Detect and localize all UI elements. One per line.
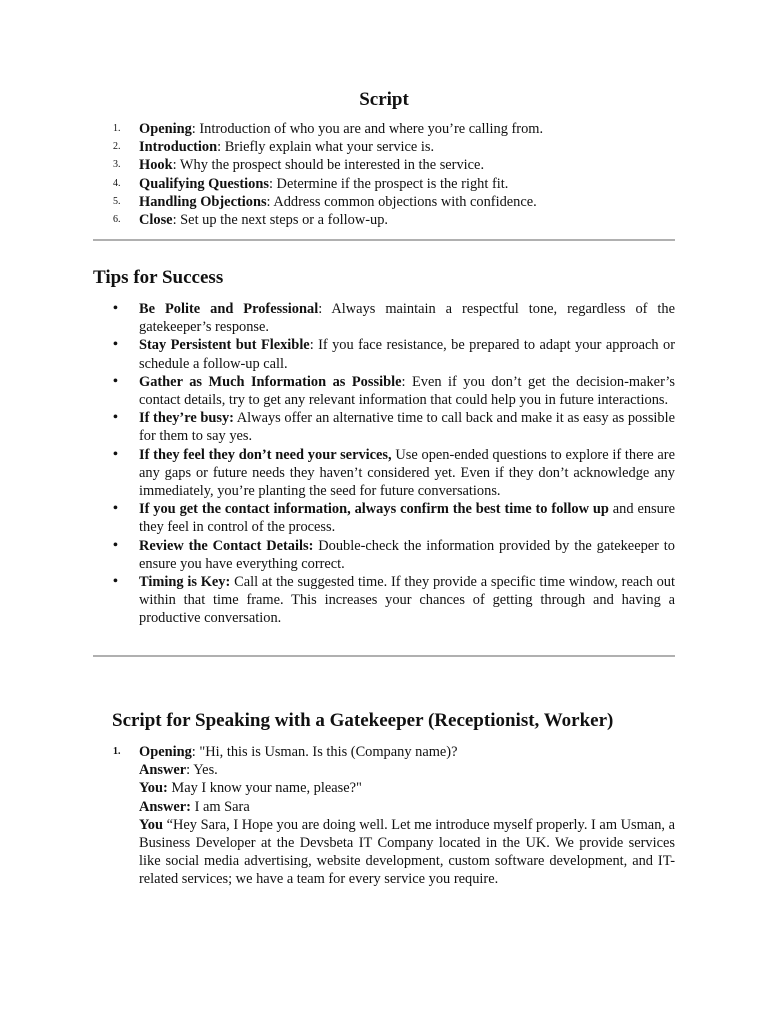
dialogue-text: I am Sara — [190, 798, 250, 815]
list-item — [113, 500, 675, 536]
list-item — [113, 743, 675, 889]
list-item — [113, 409, 675, 445]
item-term: Introduction — [139, 139, 218, 156]
item-term: If they’re busy: — [139, 410, 234, 427]
bullet-icon: • — [113, 337, 118, 353]
list-number: 1. — [113, 123, 121, 134]
item-term: Review the Contact Details: — [139, 537, 314, 554]
bullet-icon: • — [113, 301, 118, 316]
list-item — [113, 446, 675, 501]
dialogue-text: : "Hi, this is Usman. Is this (Company name)? — [191, 744, 458, 760]
speaker-label: Answer — [139, 762, 187, 779]
item-term: If they feel they don’t need your services, — [139, 446, 392, 463]
item-text: : Set up the next steps or a follow-up. — [172, 212, 389, 229]
tips-heading: Tips for Success — [93, 267, 224, 288]
item-term: Stay Persistent but Flexible — [139, 337, 310, 354]
item-text: and ensure they feel in control of the process. — [139, 501, 675, 536]
speaker-label: You — [139, 816, 163, 833]
item-text: Call at the suggested time. If they provide a specific time window, reach out within that time frame. This increases your chances of getting through and having a productive conversation. — [139, 574, 675, 627]
list-item — [113, 193, 675, 211]
gatekeeper-heading: Script for Speaking with a Gatekeeper (Receptionist, Worker) — [112, 710, 614, 731]
dialogue-line — [139, 798, 675, 816]
list-number: 6. — [113, 214, 121, 226]
list-item — [113, 300, 676, 336]
list-item — [113, 156, 675, 174]
item-text: Double-check the information provided by the gatekeeper to ensure you have everything correct. — [139, 537, 675, 572]
script-steps-list — [113, 120, 675, 229]
list-item — [113, 537, 675, 573]
item-term: Handling Objections — [139, 193, 267, 210]
bullet-icon: • — [113, 410, 118, 426]
item-text: : Introduction of who you are and where you’re calling from. — [191, 121, 544, 137]
item-term: Hook — [139, 157, 173, 174]
gatekeeper-script-list — [113, 743, 675, 889]
item-text: Use open-ended questions to explore if there are any gaps or future needs they haven’t considered yet. Even if they don’t acknowledge any immediately, you’re planting the seed for future conversations. — [139, 446, 675, 500]
tips-list — [113, 300, 676, 628]
script-heading: Script — [359, 89, 409, 110]
horizontal-divider — [93, 239, 675, 241]
speaker-label: You: — [139, 780, 168, 797]
dialogue-text: : Yes. — [186, 762, 218, 779]
bullet-icon: • — [113, 537, 118, 553]
list-number: 3. — [113, 159, 121, 171]
item-term: Qualifying Questions — [139, 175, 269, 192]
bullet-icon: • — [113, 446, 118, 462]
item-term: Be Polite and Professional — [139, 301, 319, 317]
speaker-label: Answer: — [139, 798, 191, 815]
item-text: Always offer an alternative time to call back and make it as easy as possible for them to say yes. — [139, 410, 675, 445]
list-item — [113, 120, 675, 138]
bullet-icon: • — [113, 373, 118, 389]
dialogue-line — [139, 761, 675, 779]
item-term: If you get the contact information, always confirm the best time to follow up — [139, 501, 609, 518]
item-text: : Even if you don’t get the decision-maker’s contact details, try to get any relevant information that could help you in future interactions. — [139, 373, 675, 409]
list-item — [113, 336, 675, 372]
dialogue-text: “Hey Sara, I Hope you are doing well. Let me introduce myself properly. I am Usman, a Business Developer at the Devsbeta IT Company located in the UK. We provide services like social media advertising, website development, custom software development, and IT-related services; we have a team for every service you require. — [139, 816, 675, 888]
list-number: 4. — [113, 177, 121, 189]
horizontal-divider — [93, 655, 675, 657]
list-item — [113, 211, 675, 229]
item-text: : Briefly explain what your service is. — [217, 139, 435, 156]
dialogue-line — [139, 743, 675, 761]
item-text: : Always maintain a respectful tone, regardless of the gatekeeper’s response. — [139, 301, 676, 336]
dialogue-text: May I know your name, please?" — [167, 780, 362, 797]
item-term: Opening — [139, 121, 192, 137]
list-item — [113, 373, 675, 409]
item-text: : Why the prospect should be interested in the service. — [172, 157, 485, 174]
list-item — [113, 138, 675, 156]
bullet-icon: • — [113, 574, 118, 590]
dialogue-line — [139, 779, 675, 797]
speaker-label: Opening — [139, 744, 192, 760]
item-text: : If you face resistance, be prepared to adapt your approach or schedule a follow-up call. — [139, 337, 675, 372]
item-term: Close — [139, 212, 173, 229]
item-term: Timing is Key: — [139, 574, 231, 591]
list-item — [113, 175, 675, 193]
item-text: : Address common objections with confidence. — [266, 193, 537, 210]
list-item — [113, 573, 675, 628]
item-text: : Determine if the prospect is the right fit. — [268, 175, 509, 192]
dialogue-line — [139, 816, 675, 889]
list-number: 1. — [113, 746, 121, 757]
list-number: 5. — [113, 195, 121, 207]
list-number: 2. — [113, 141, 121, 153]
bullet-icon: • — [113, 501, 118, 517]
item-term: Gather as Much Information as Possible — [139, 373, 402, 390]
